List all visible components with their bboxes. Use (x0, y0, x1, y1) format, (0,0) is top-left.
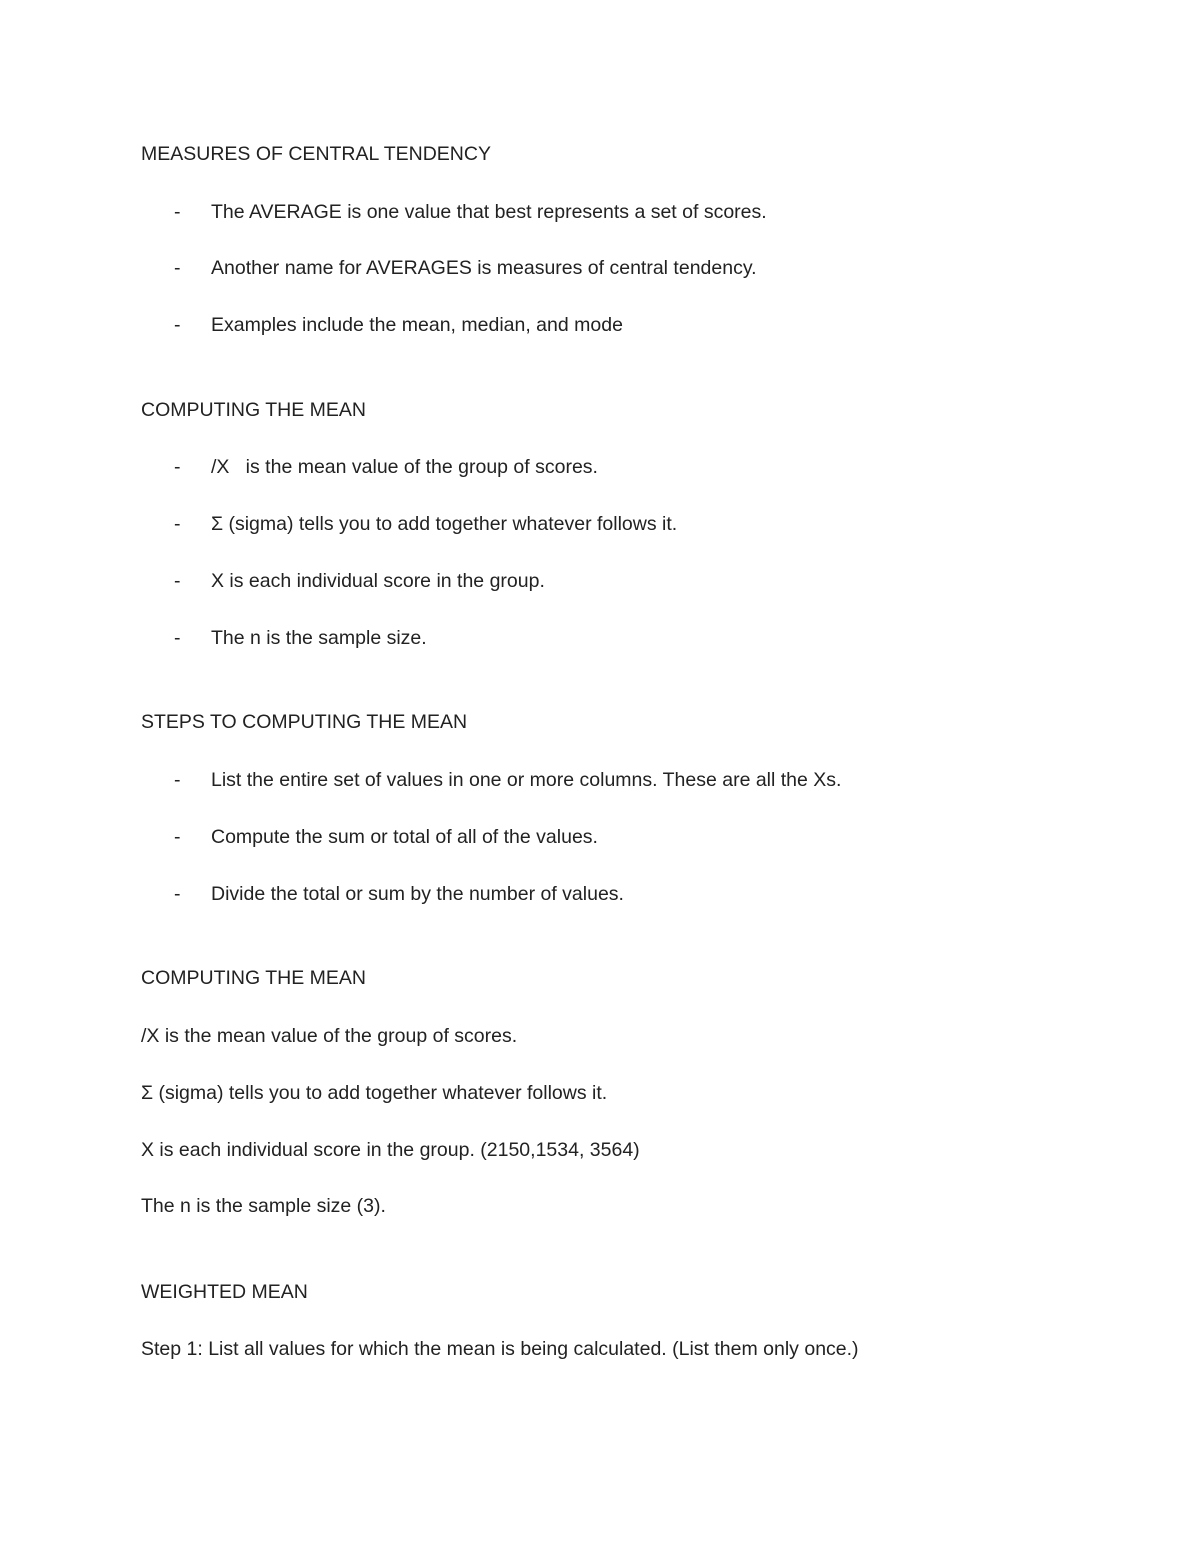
bullet-item: - Examples include the mean, median, and mode (174, 314, 623, 336)
bullet-item: - Divide the total or sum by the number of values. (174, 883, 624, 905)
bullet-item: - /X is the mean value of the group of scores. (174, 456, 598, 478)
bullet-dash: - (174, 201, 181, 223)
bullet-item: - Σ (sigma) tells you to add together whatever follows it. (174, 513, 678, 535)
body-line: The n is the sample size (3). (141, 1195, 386, 1217)
bullet-dash: - (174, 570, 181, 592)
section-heading: COMPUTING THE MEAN (141, 399, 366, 421)
body-line: Step 1: List all values for which the mean is being calculated. (List them only once.) (141, 1338, 859, 1360)
bullet-dash: - (174, 826, 181, 848)
section-heading: STEPS TO COMPUTING THE MEAN (141, 711, 468, 733)
bullet-item: - Another name for AVERAGES is measures of central tendency. (174, 257, 757, 279)
bullet-dash: - (174, 314, 181, 336)
bullet-item: - X is each individual score in the group. (174, 570, 545, 592)
body-line: /X is the mean value of the group of scores. (141, 1025, 518, 1047)
bullet-dash: - (174, 883, 181, 905)
section-heading: MEASURES OF CENTRAL TENDENCY (141, 143, 491, 165)
bullet-dash: - (174, 769, 181, 791)
bullet-dash: - (174, 513, 181, 535)
body-line: X is each individual score in the group. (2150,1534, 3564) (141, 1139, 640, 1161)
body-line: Σ (sigma) tells you to add together whatever follows it. (141, 1082, 608, 1104)
bullet-dash: - (174, 456, 181, 478)
bullet-item: - List the entire set of values in one or more columns. These are all the Xs. (174, 769, 842, 791)
section-heading: WEIGHTED MEAN (141, 1281, 308, 1303)
section-heading: COMPUTING THE MEAN (141, 967, 366, 989)
bullet-item: - Compute the sum or total of all of the values. (174, 826, 598, 848)
bullet-dash: - (174, 257, 181, 279)
bullet-dash: - (174, 627, 181, 649)
bullet-item: - The AVERAGE is one value that best represents a set of scores. (174, 201, 767, 223)
bullet-item: - The n is the sample size. (174, 627, 427, 649)
